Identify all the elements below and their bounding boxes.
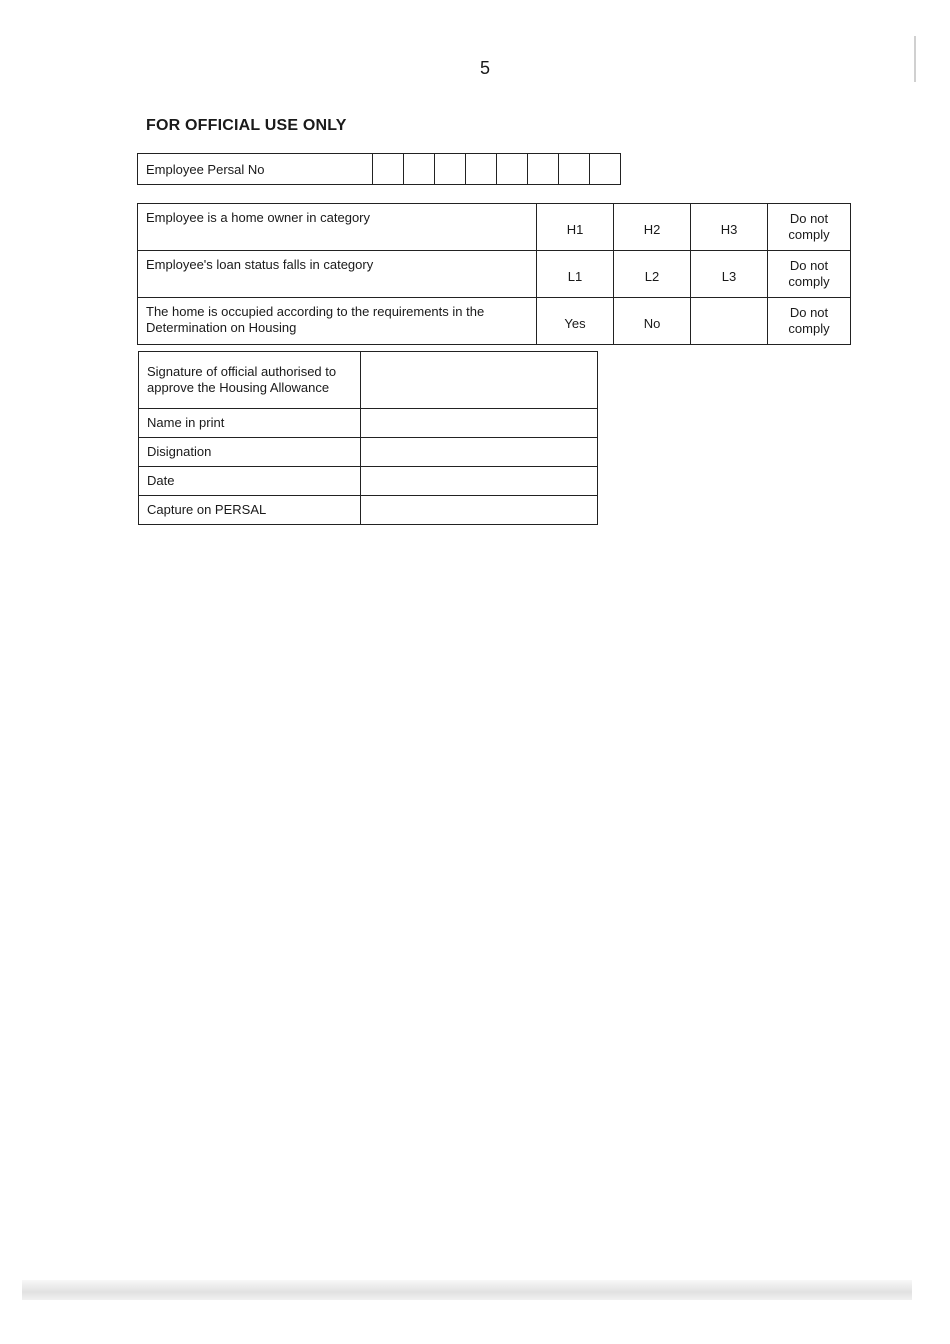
page-number: 5 xyxy=(479,58,490,78)
category-row-label: The home is occupied according to the requirements in the Determination on Housing xyxy=(138,298,537,345)
option-l1[interactable]: L1 xyxy=(537,251,614,298)
option-do-not-comply[interactable]: Do not comply xyxy=(768,298,851,345)
persal-row xyxy=(138,154,621,185)
category-row-loan-status xyxy=(138,251,851,298)
option-yes[interactable]: Yes xyxy=(537,298,614,345)
capture-on-persal-row xyxy=(139,496,598,525)
section-heading: FOR OFFICIAL USE ONLY xyxy=(146,117,347,134)
signature-label: Signature of official authorised to approve the Housing Allowance xyxy=(139,352,361,409)
name-in-print-label: Name in print xyxy=(139,409,361,438)
option-do-not-comply[interactable]: Do not comply xyxy=(768,204,851,251)
category-table xyxy=(137,203,851,345)
name-in-print-row xyxy=(139,409,598,438)
date-row xyxy=(139,467,598,496)
persal-number-table xyxy=(137,153,621,185)
option-h3[interactable]: H3 xyxy=(691,204,768,251)
name-in-print-field[interactable] xyxy=(361,409,598,438)
persal-label: Employee Persal No xyxy=(138,154,373,185)
persal-digit-box[interactable] xyxy=(559,154,590,185)
option-do-not-comply[interactable]: Do not comply xyxy=(768,251,851,298)
scan-artifact-strip xyxy=(22,1280,912,1300)
persal-digit-box[interactable] xyxy=(404,154,435,185)
category-row-occupancy xyxy=(138,298,851,345)
persal-digit-box[interactable] xyxy=(435,154,466,185)
designation-field[interactable] xyxy=(361,438,598,467)
category-row-label: Employee is a home owner in category xyxy=(138,204,537,251)
persal-digit-box[interactable] xyxy=(590,154,621,185)
signature-field[interactable] xyxy=(361,352,598,409)
option-h1[interactable]: H1 xyxy=(537,204,614,251)
category-row-label: Employee's loan status falls in category xyxy=(138,251,537,298)
persal-digit-box[interactable] xyxy=(373,154,404,185)
designation-label: Disignation xyxy=(139,438,361,467)
category-row-home-owner xyxy=(138,204,851,251)
capture-on-persal-label: Capture on PERSAL xyxy=(139,496,361,525)
option-blank xyxy=(691,298,768,345)
signature-table xyxy=(138,351,598,525)
capture-on-persal-field[interactable] xyxy=(361,496,598,525)
option-no[interactable]: No xyxy=(614,298,691,345)
option-l2[interactable]: L2 xyxy=(614,251,691,298)
date-field[interactable] xyxy=(361,467,598,496)
persal-digit-box[interactable] xyxy=(466,154,497,185)
option-h2[interactable]: H2 xyxy=(614,204,691,251)
designation-row xyxy=(139,438,598,467)
date-label: Date xyxy=(139,467,361,496)
persal-digit-box[interactable] xyxy=(497,154,528,185)
signature-row xyxy=(139,352,598,409)
option-l3[interactable]: L3 xyxy=(691,251,768,298)
persal-digit-box[interactable] xyxy=(528,154,559,185)
